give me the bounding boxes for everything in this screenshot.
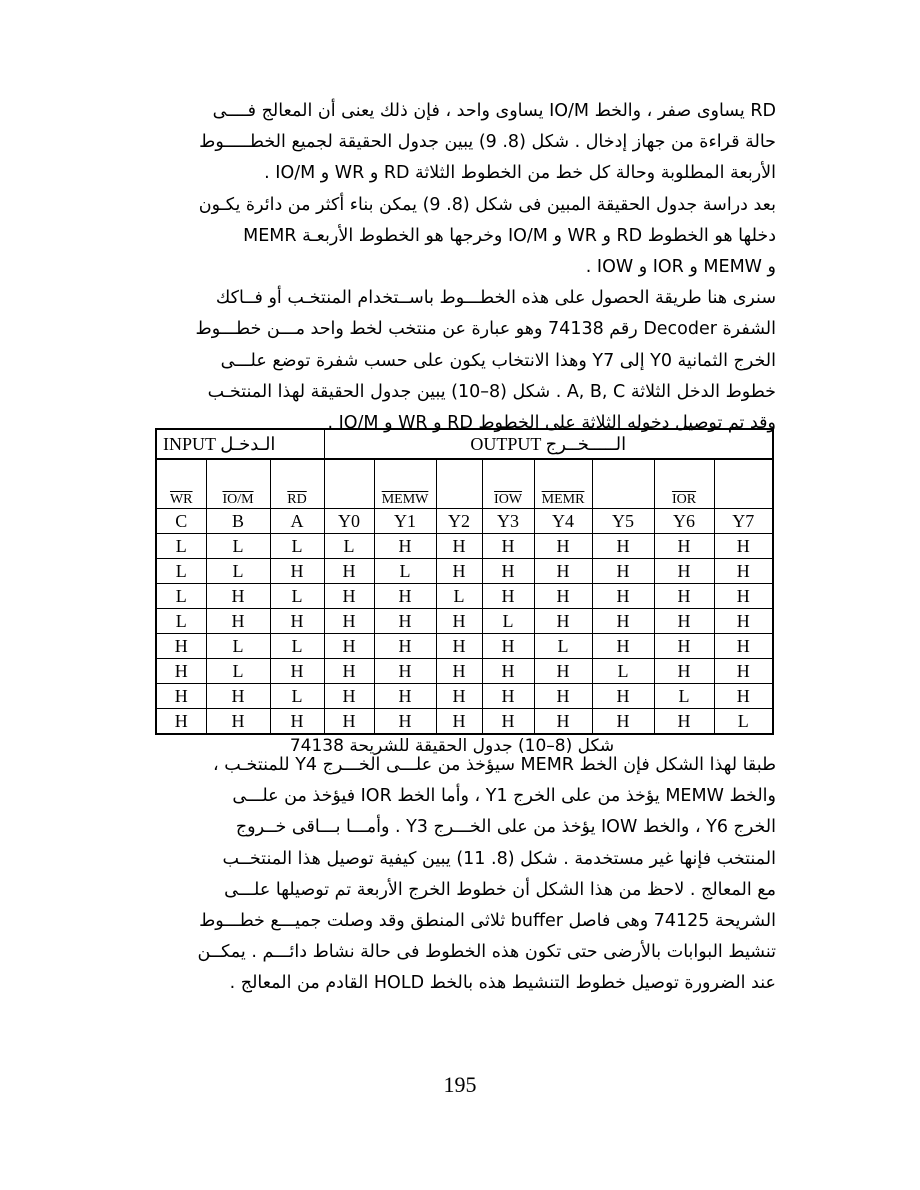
cell: B [206, 509, 270, 534]
cell: H [436, 684, 482, 709]
text-line: طبقا لهذا الشكل فإن الخط MEMR سيؤخذ من علـــى الخـــرج Y4 للمنتخـب ، [213, 755, 776, 775]
cell: H [592, 559, 654, 584]
cell: H [374, 584, 436, 609]
signal-label: $\overline{IOR}$ [671, 492, 697, 507]
cell: H [654, 659, 714, 684]
cell: H [592, 584, 654, 609]
cell: H [270, 659, 324, 684]
letter-row [156, 509, 773, 534]
cell: H [206, 684, 270, 709]
text-line: دخلها هو الخطوط RD و WR و IO/M وخرجها هو الخطوط الأربعـة MEMR [243, 225, 776, 246]
cell: H [374, 684, 436, 709]
cell: H [324, 709, 374, 735]
text-line: الشفرة Decoder رقم 74138 وهو عبارة عن منتخب لخط واحد مـــن خطـــوط [195, 319, 776, 340]
signal-label: MEMW [381, 492, 429, 507]
cell: L [436, 584, 482, 609]
table-row [156, 684, 773, 709]
cell: H [206, 609, 270, 634]
text-line: الخرج الثمانية Y0 إلى Y7 وهذا الانتخاب يكون على حسب شفرة توضع علـــى [220, 350, 776, 371]
cell: H [714, 559, 773, 584]
cell: H [534, 584, 592, 609]
cell: Y4 [534, 509, 592, 534]
cell: L [714, 709, 773, 735]
cell: H [436, 634, 482, 659]
cell: H [436, 559, 482, 584]
cell: H [324, 684, 374, 709]
cell: H [206, 709, 270, 735]
text-line: و MEMW و IOR و IOW . [585, 257, 776, 278]
cell: A [270, 509, 324, 534]
cell: H [324, 584, 374, 609]
cell: H [592, 709, 654, 735]
signal-label: IO/M [222, 492, 254, 507]
signal-label: $\overline{RD}$ [287, 492, 307, 507]
cell: L [534, 634, 592, 659]
cell: H [206, 584, 270, 609]
cell: L [592, 659, 654, 684]
signal-label: $\overline{IOW}$ [494, 492, 523, 507]
table-row [156, 709, 773, 735]
text-line: حالة قراءة من جهاز إدخال . شكل (8. 9) يبين جدول الحقيقة لجميع الخطـــــوط [199, 132, 776, 153]
cell: L [206, 559, 270, 584]
cell: H [654, 634, 714, 659]
text-line: المنتخب فإنها غير مستخدمة . شكل (8. 11) يبين كيفية توصيل هذا المنتخــب [222, 848, 776, 869]
cell: L [156, 609, 206, 634]
cell: H [324, 609, 374, 634]
cell: H [374, 609, 436, 634]
cell: H [654, 584, 714, 609]
cell: H [534, 559, 592, 584]
cell: H [436, 609, 482, 634]
cell: H [714, 659, 773, 684]
text-line: تنشيط البوابات بالأرضى حتى تكون هذه الخطوط فى حالة نشاط دائـــم . يمكــن [197, 942, 776, 963]
cell: H [156, 659, 206, 684]
cell: H [482, 534, 534, 559]
cell: L [206, 634, 270, 659]
cell: L [270, 584, 324, 609]
paragraph-1 [128, 96, 776, 439]
cell: L [270, 684, 324, 709]
cell: L [156, 584, 206, 609]
cell: H [270, 709, 324, 735]
cell: H [592, 684, 654, 709]
cell: H [534, 609, 592, 634]
page-number: 195 [443, 1072, 477, 1097]
cell: H [714, 684, 773, 709]
cell: L [156, 559, 206, 584]
cell: H [270, 559, 324, 584]
cell: H [374, 709, 436, 735]
cell: H [654, 709, 714, 735]
cell: H [654, 609, 714, 634]
cell: H [436, 709, 482, 735]
cell: H [654, 534, 714, 559]
cell: L [156, 534, 206, 559]
cell: H [534, 534, 592, 559]
text-line: خطوط الدخل الثلاثة A, B, C . شكل (8–10) يبين جدول الحقيقة لهذا المنتخـب [207, 381, 776, 402]
text-line: الشريحة 74125 وهى فاصل buffer ثلاثى المنطق وقد وصلت جميـــع خطـــوط [199, 911, 776, 932]
cell: H [482, 559, 534, 584]
table-caption: شكل (8–10) جدول الحقيقة للشريحة 74138 [289, 736, 615, 756]
cell: H [592, 609, 654, 634]
text-line: عند الضرورة توصيل خطوط التنشيط هذه بالخط HOLD القادم من المعالج . [229, 973, 776, 994]
cell: H [534, 709, 592, 735]
cell: Y2 [436, 509, 482, 534]
cell: H [714, 634, 773, 659]
cell: L [206, 659, 270, 684]
cell: H [592, 534, 654, 559]
cell: H [156, 709, 206, 735]
cell: Y0 [324, 509, 374, 534]
signal-row [156, 459, 773, 509]
table-row [156, 659, 773, 684]
cell: H [156, 684, 206, 709]
cell: L [374, 559, 436, 584]
cell: H [374, 634, 436, 659]
cell: L [324, 534, 374, 559]
cell: H [714, 584, 773, 609]
paragraph-2 [128, 750, 776, 1000]
cell: H [436, 534, 482, 559]
output-header: OUTPUT الـــــخــرج [324, 429, 773, 459]
table-row [156, 634, 773, 659]
text-line: مع المعالج . لاحظ من هذا الشكل أن خطوط الخرج الأربعة تم توصيلها علـــى [224, 879, 776, 900]
text-line: بعد دراسة جدول الحقيقة المبين فى شكل (8. 9) يمكن بناء أكثر من دائرة يكـون [198, 194, 776, 215]
cell: H [324, 559, 374, 584]
table-row [156, 609, 773, 634]
input-header: INPUT الـدخـل [156, 429, 324, 459]
text-line: الأربعة المطلوبة وحالة كل خط من الخطوط الثلاثة RD و WR و IO/M . [264, 163, 776, 184]
text-line: والخط MEMW يؤخذ من على الخرج Y1 ، وأما الخط IOR فيؤخذ من علـــى [232, 786, 776, 807]
cell: H [714, 534, 773, 559]
table-row [156, 559, 773, 584]
cell: Y1 [374, 509, 436, 534]
cell: H [436, 659, 482, 684]
cell: H [482, 634, 534, 659]
text-line: الخرج Y6 ، والخط IOW يؤخذ من على الخـــرج Y3 . وأمـــا بـــاقى خــروج [235, 817, 776, 838]
cell: H [324, 659, 374, 684]
cell: H [482, 684, 534, 709]
cell: H [374, 534, 436, 559]
truth-table-body [156, 534, 773, 735]
text-line: سنرى هنا طريقة الحصول على هذه الخطـــوط باســتخدام المنتخـب أو فــاكك [215, 288, 776, 309]
cell: L [654, 684, 714, 709]
cell: H [534, 659, 592, 684]
truth-table [155, 428, 774, 735]
cell: Y5 [592, 509, 654, 534]
text-line: RD يساوى صفر ، والخط IO/M يساوى واحد ، فإن ذلك يعنى أن المعالج فــــى [212, 101, 776, 121]
cell: H [270, 609, 324, 634]
cell: H [482, 659, 534, 684]
signal-label: MEMR [541, 492, 585, 507]
cell: H [324, 634, 374, 659]
cell: H [156, 634, 206, 659]
cell: H [714, 609, 773, 634]
cell: L [270, 534, 324, 559]
signal-label: $\overline{WR}$ [169, 492, 193, 507]
cell: Y6 [654, 509, 714, 534]
cell: H [534, 684, 592, 709]
table-row [156, 584, 773, 609]
table-row [156, 534, 773, 559]
text-line: وقد تم توصيل دخوله الثلاثة على الخطوط RD و WR و IO/M . [327, 413, 776, 434]
cell: H [654, 559, 714, 584]
cell: Y7 [714, 509, 773, 534]
cell: L [206, 534, 270, 559]
cell: C [156, 509, 206, 534]
cell: Y3 [482, 509, 534, 534]
cell: H [592, 634, 654, 659]
cell: H [374, 659, 436, 684]
cell: H [482, 584, 534, 609]
cell: L [482, 609, 534, 634]
cell: H [482, 709, 534, 735]
cell: L [270, 634, 324, 659]
